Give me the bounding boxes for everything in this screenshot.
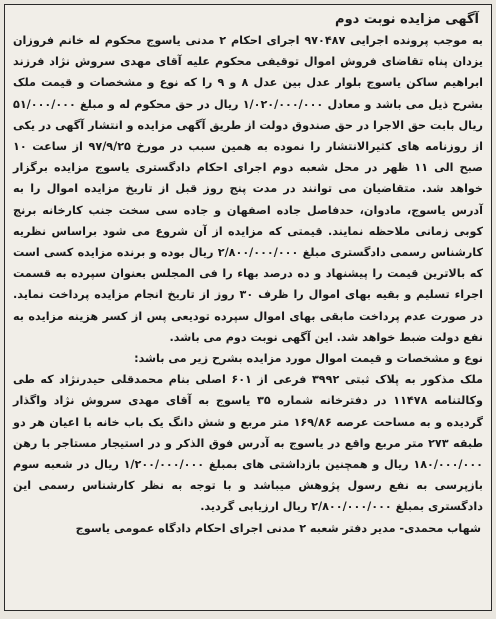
notice-paragraph-items-heading: نوع و مشخصات و قیمت اموال مورد مزایده بشرح زیر می باشد:	[134, 352, 483, 366]
notice-paragraph-property: ملک مذکور به پلاک ثبتی ۳۹۹۲ فرعی از ۶۰۱ اصلی بنام محمدقلی حیدرنژاد که طی وکالتنامه ۱۱۴۷۸ در دفترخانه شماره ۳۵ یاسوج به آقای مهدی سروش نژاد واگذار گردیده و به مساحت عرصه ۱۶۹/۸۶ متر مربع و شش دانگ یک باب خانه با اعیان هر دو طبقه ۲۷۳ متر مربع واقع در یاسوج به آدرس فوق الذکر و در استیجار مستاجر با رهن ۱۸۰/۰۰۰/۰۰۰ ریال و همچنین بازداشتی های بمبلغ ۱/۲۰۰/۰۰۰/۰۰۰ ریال در شعبه سوم بازپرسی به نفع رسول پژوهش میباشد و با توجه به نظر کارشناس رسمی این دادگستری بمبلغ ۲/۸۰۰/۰۰۰/۰۰۰ ریال ارزیابی گردید.	[13, 373, 483, 514]
notice-paragraph-main: به موجب پرونده اجرایی ۹۷۰۴۸۷ اجرای احکام ۲ مدنی یاسوج محکوم له خانم فروزان یزدان پناه تقاضای فروش اموال توقیفی محکوم علیه آقای مهدی سروش نژاد فرزند ابراهیم ساکن یاسوج بلوار عدل بین عدل ۸ و ۹ را که نوع و مشخصات و قیمت ملک بشرح ذیل می باشد و معادل ۱/۰۲۰/۰۰۰/۰۰۰ ریال در حق محکوم له و مبلغ ۵۱/۰۰۰/۰۰۰ ریال بابت حق الاجرا در حق صندوق دولت از طریق آگهی مزایده و انتشار آگهی در یکی از روزنامه های کثیرالانتشار را نموده به همین سبب در مورخ ۹۷/۹/۲۵ از ساعت ۱۰ صبح الی ۱۱ ظهر در محل شعبه دوم اجرای احکام دادگستری یاسوج مزایده برگزار خواهد شد. متقاضیان می توانند در مدت پنج روز قبل از تاریخ مزایده اموال را به آدرس یاسوج، مادوان، حدفاصل جاده اصفهان و جاده سی سخت جنب کارخانه برنج کوبی زمانی ملاحظه نمایند. قیمتی که مزایده از آن شروع می شود براساس نظریه کارشناس رسمی دادگستری مبلغ ۲/۸۰۰/۰۰۰/۰۰۰ ریال بوده و برنده مزایده کسی است که بالاترین قیمت را پیشنهاد و ده درصد بهاء را فی المجلس بعنوان سپرده به قسمت اجراء تسلیم و بقیه بهای اموال را ظرف ۳۰ روز از تاریخ انجام مزایده پرداخت نماید. در صورت عدم پرداخت مابقی بهای اموال سپرده تودیعی پس از کسر هزینه مزایده به نفع دولت ضبط خواهد شد. این آگهی نوبت دوم می باشد.	[13, 34, 484, 344]
notice-page	[4, 4, 492, 611]
notice-signature: شهاب محمدی- مدیر دفتر شعبه ۲ مدنی اجرای احکام دادگاه عمومی یاسوج	[75, 521, 481, 535]
notice-title: آگهی مزایده نوبت دوم	[335, 12, 479, 27]
